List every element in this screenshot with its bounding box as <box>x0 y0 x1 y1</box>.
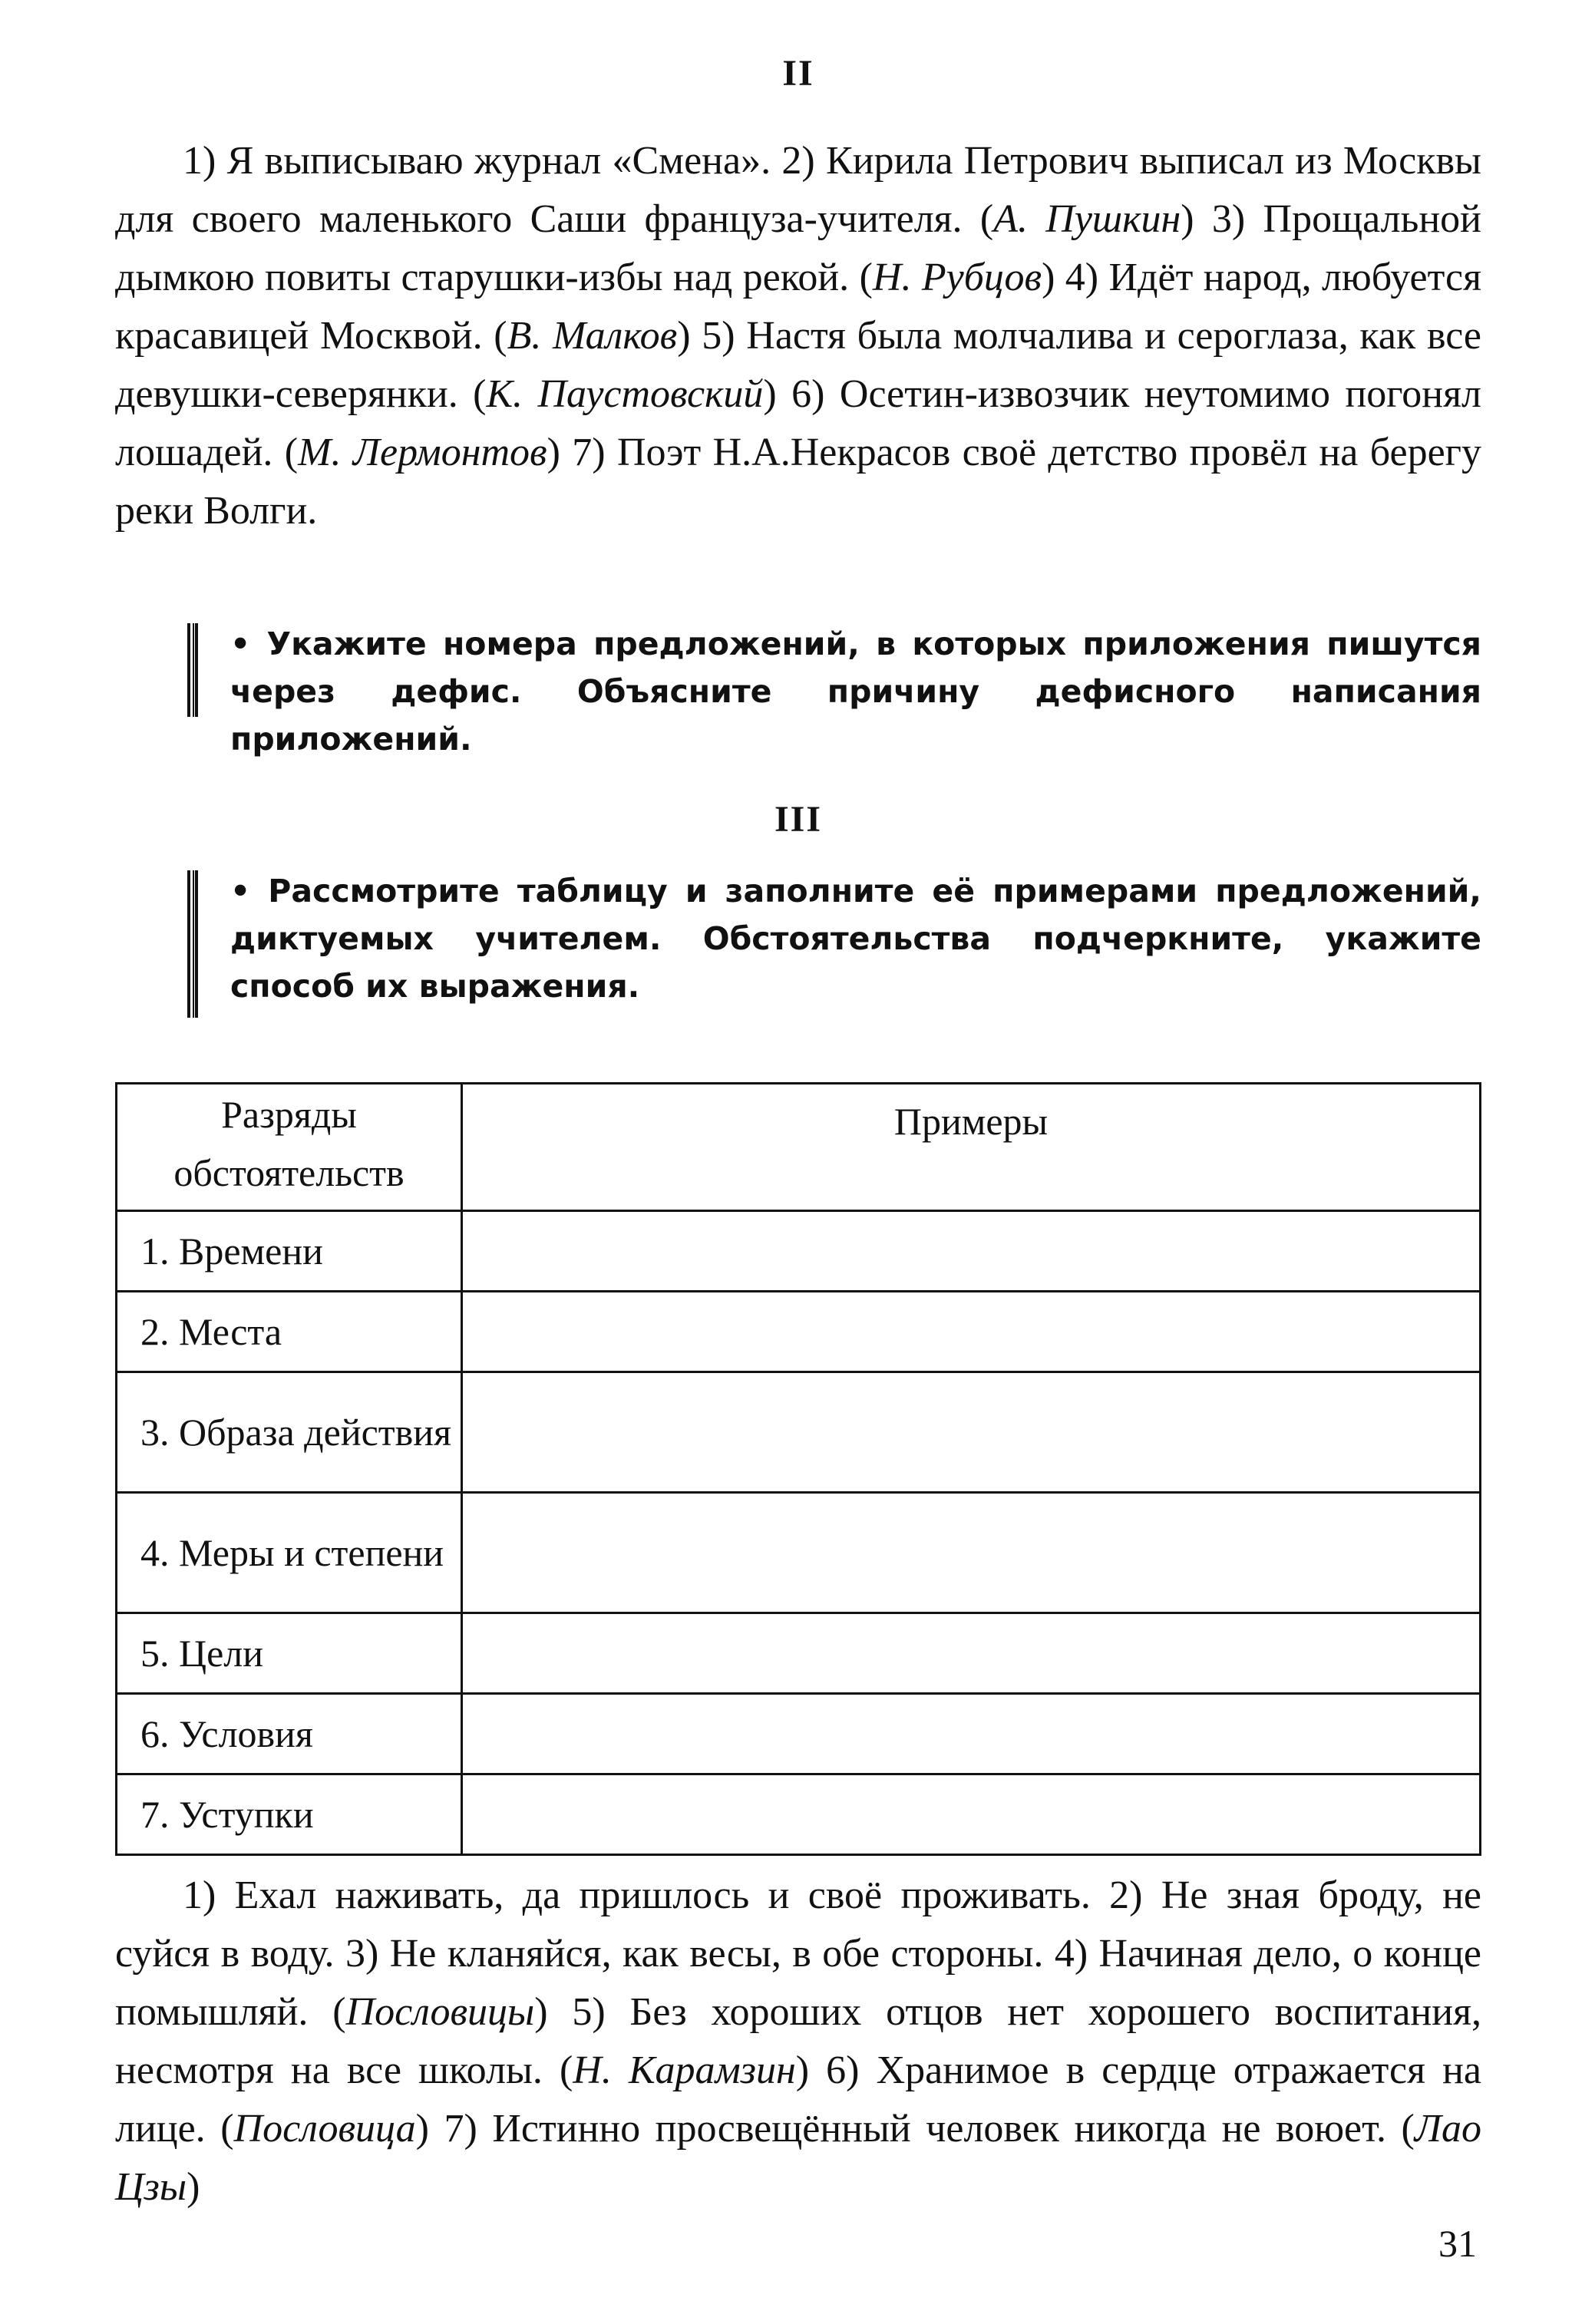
text-fragment: ) 6) Хранимое в сердце отражается на лице. ( <box>115 2048 1481 2151</box>
table-row <box>117 1493 1481 1613</box>
text-fragment: ) 6) Осетин-извозчик неутомимо погонял лошадей. ( <box>115 372 1481 474</box>
row-label: 6. Условия <box>117 1694 462 1774</box>
text-fragment: ) <box>187 2165 200 2209</box>
source-proverbs: Пословицы <box>345 1990 535 2034</box>
task-text: • Рассмотрите таблицу и заполните её примерами предложений, диктуемых учителем. Обстоятельства подчеркните, укажите способ их выражения. <box>230 873 1481 1005</box>
row-label: 1. Времени <box>117 1211 462 1292</box>
author-pushkin: А. Пушкин <box>993 197 1181 241</box>
text-fragment: 1) Я выписываю журнал «Смена». 2) Кирила Петрович выписал из Москвы для своего маленького Саши француза-учителя. ( <box>115 139 1481 241</box>
author-lao-tzu: Лао Цзы <box>115 2107 1481 2209</box>
example-cell[interactable] <box>462 1292 1481 1372</box>
page-number: 31 <box>1438 2222 1477 2265</box>
author-karamzin: Н. Карамзин <box>573 2048 796 2092</box>
source-proverb: Пословица <box>233 2107 416 2151</box>
text-fragment: ) 7) Истинно просвещённый человек никогда не воюет. ( <box>415 2107 1415 2151</box>
text-fragment: ) 5) Без хороших отцов нет хорошего воспитания, несмотря на все школы. ( <box>115 1990 1482 2092</box>
table-row <box>117 1211 1481 1292</box>
table-header-row <box>117 1084 1481 1211</box>
table-row <box>117 1774 1481 1855</box>
task-marker-bar <box>187 870 198 1018</box>
section-3-heading: III <box>774 799 823 840</box>
section-3-task <box>115 867 1481 1021</box>
textbook-page <box>115 0 1481 2324</box>
example-cell[interactable] <box>462 1372 1481 1493</box>
table-row <box>117 1694 1481 1774</box>
section-2-text <box>115 132 1481 540</box>
text-fragment: ) 3) Прощальной дымкою повиты старушки-избы над рекой. ( <box>115 197 1481 299</box>
section-2-task <box>115 620 1481 758</box>
text-fragment: ) 4) Идёт народ, любуется красавицей Москвой. ( <box>115 256 1481 358</box>
section-2-heading: II <box>782 53 814 94</box>
task-marker-bar <box>187 623 198 717</box>
author-malkov: В. Малков <box>507 314 678 358</box>
table-row <box>117 1613 1481 1694</box>
table-row <box>117 1292 1481 1372</box>
text-fragment: ) 7) Поэт Н.А.Некрасов своё детство провёл на берегу реки Волги. <box>115 431 1481 533</box>
example-cell[interactable] <box>462 1613 1481 1694</box>
author-rubtsov: Н. Рубцов <box>872 256 1042 299</box>
text-fragment: 1) Ехал наживать, да пришлось и своё проживать. 2) Не зная броду, не суйся в воду. 3) Не кланяйся, как весы, в обе стороны. 4) Начиная дело, о конце помышляй. ( <box>115 1873 1481 2034</box>
task-text: • Укажите номера предложений, в которых приложения пишутся через дефис. Объясните причину дефисного написания приложений. <box>230 626 1481 758</box>
row-label: 2. Места <box>117 1292 462 1372</box>
example-cell[interactable] <box>462 1774 1481 1855</box>
section-3-sentences <box>115 1867 1481 2217</box>
adverbial-types-table <box>115 1082 1481 1856</box>
row-label: 4. Меры и степени <box>117 1493 462 1613</box>
example-cell[interactable] <box>462 1694 1481 1774</box>
text-fragment: ) 5) Настя была молчалива и сероглаза, как все девушки-северянки. ( <box>115 314 1481 416</box>
author-paustovsky: К. Паустовский <box>486 372 764 416</box>
author-lermontov: М. Лермонтов <box>298 431 547 474</box>
header-categories: Разряды обстоятельств <box>117 1084 462 1211</box>
row-label: 3. Образа действия <box>117 1372 462 1493</box>
example-cell[interactable] <box>462 1493 1481 1613</box>
example-cell[interactable] <box>462 1211 1481 1292</box>
header-examples: Примеры <box>462 1084 1481 1211</box>
table-row <box>117 1372 1481 1493</box>
row-label: 7. Уступки <box>117 1774 462 1855</box>
row-label: 5. Цели <box>117 1613 462 1694</box>
